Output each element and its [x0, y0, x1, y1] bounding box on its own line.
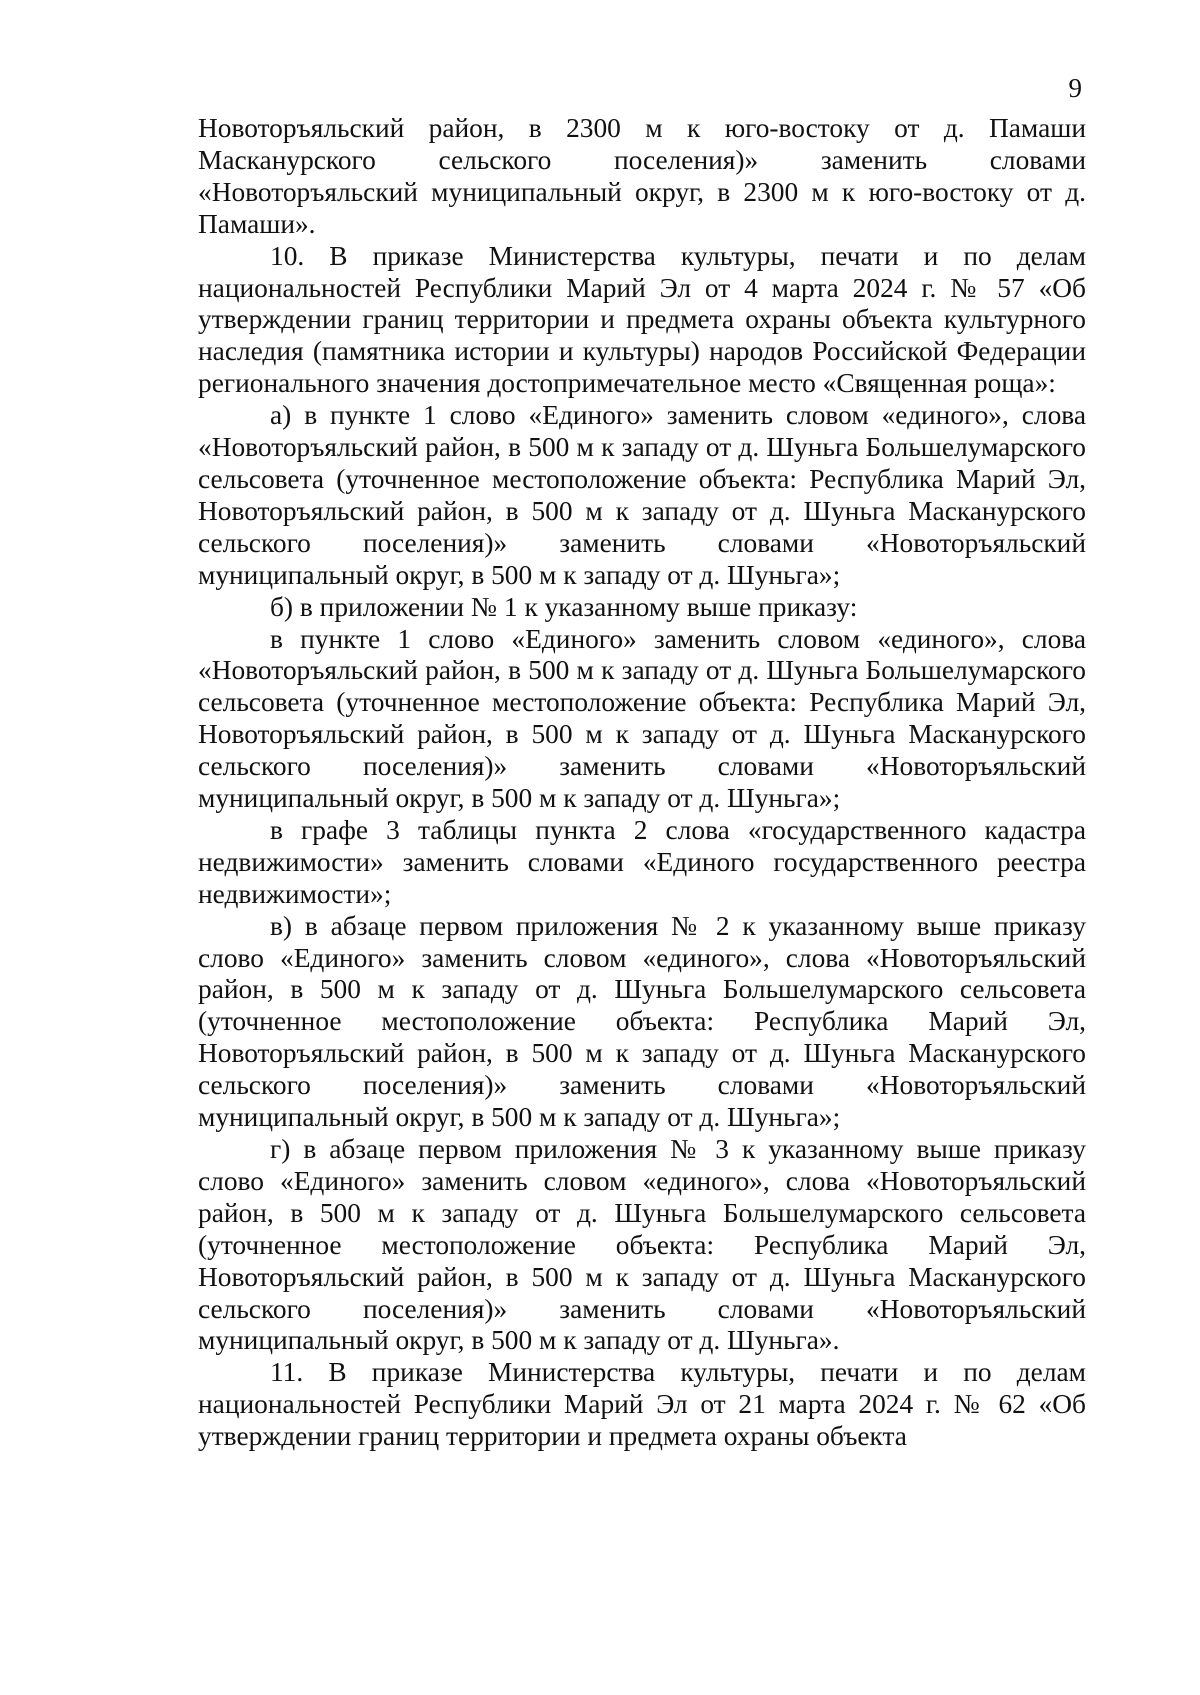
page-number: 9 [1068, 73, 1082, 103]
paragraph-subitem-v: в) в абзаце первом приложения № 2 к указанному выше приказу слово «Единого» заменить словом «единого», слова «Новоторъяльский район, в 500 м к западу от д. Шуньга Большелумарского сельсовета (уточненное местоположение объекта: Республика Марий Эл, Новоторъяльский район, в 500 м к западу от д. Шуньга Масканурского сельского поселения)» заменить словами «Новоторъяльский муниципальный округ, в 500 м к западу от д. Шуньга»; [198, 910, 1086, 1133]
paragraph-subitem-a: а) в пункте 1 слово «Единого» заменить словом «единого», слова «Новоторъяльский район, в 500 м к западу от д. Шуньга Большелумарского сельсовета (уточненное местоположение объекта: Республика Марий Эл, Новоторъяльский район, в 500 м к западу от д. Шуньга Масканурского сельского поселения)» заменить словами «Новоторъяльский муниципальный округ, в 500 м к западу от д. Шуньга»; [198, 400, 1086, 590]
paragraph-item-10: 10. В приказе Министерства культуры, печати и по делам национальностей Республики Марий Эл от 4 марта 2024 г. № 57 «Об утверждении границ территории и предмета охраны объекта культурного наследия (памятника истории и культуры) народов Российской Федерации регионального значения достопримечательное место «Священная роща»: [198, 240, 1086, 399]
document-body [198, 113, 1086, 1453]
paragraph-item-11: 11. В приказе Министерства культуры, печати и по делам национальностей Республики Марий Эл от 21 марта 2024 г. № 62 «Об утверждении границ территории и предмета охраны объекта [198, 1357, 1086, 1452]
paragraph-subitem-b-point-1: в пункте 1 слово «Единого» заменить словом «единого», слова «Новоторъяльский район, в 500 м к западу от д. Шуньга Большелумарского сельсовета (уточненное местоположение объекта: Республика Марий Эл, Новоторъяльский район, в 500 м к западу от д. Шуньга Масканурского сельского поселения)» заменить словами «Новоторъяльский муниципальный округ, в 500 м к западу от д. Шуньга»; [198, 623, 1086, 814]
paragraph-subitem-g: г) в абзаце первом приложения № 3 к указанному выше приказу слово «Единого» заменить словом «единого», слова «Новоторъяльский район, в 500 м к западу от д. Шуньга Большелумарского сельсовета (уточненное местоположение объекта: Республика Марий Эл, Новоторъяльский район, в 500 м к западу от д. Шуньга Масканурского сельского поселения)» заменить словами «Новоторъяльский муниципальный округ, в 500 м к западу от д. Шуньга». [198, 1134, 1086, 1356]
paragraph-continuation: Новоторъяльский район, в 2300 м к юго-востоку от д. Памаши Масканурского сельского поселения)» заменить словами «Новоторъяльский муниципальный округ, в 2300 м к юго-востоку от д. Памаши». [198, 113, 1086, 239]
paragraph-subitem-b: б) в приложении № 1 к указанному выше приказу: [270, 591, 858, 622]
paragraph-subitem-b-table: в графе 3 таблицы пункта 2 слова «государственного кадастра недвижимости» заменить словами «Единого государственного реестра недвижимости»; [198, 814, 1086, 909]
